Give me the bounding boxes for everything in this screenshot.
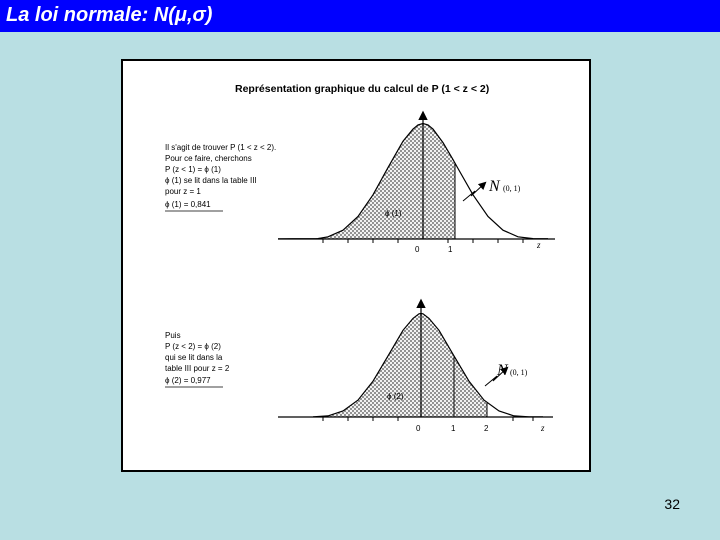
top-axis-ticks	[323, 239, 523, 243]
normal-distribution-figure	[123, 61, 589, 470]
bottom-curve-symbol: N	[497, 362, 508, 379]
top-note-line: Il s'agit de trouver P (1 < z < 2).	[165, 143, 277, 152]
bottom-axis-label: z	[541, 423, 545, 433]
bottom-note-line: table III pour z = 2	[165, 364, 230, 373]
top-note-line: P (z < 1) = ϕ (1)	[165, 165, 221, 174]
top-area-label: ϕ (1)	[385, 209, 402, 218]
bottom-note-line: Puis	[165, 331, 181, 340]
bottom-notes	[165, 331, 230, 387]
title-bar	[0, 0, 720, 32]
bottom-tick-label: 2	[484, 424, 489, 433]
bottom-panel	[165, 301, 553, 433]
top-axis-label: z	[537, 240, 541, 250]
bottom-tick-label: 0	[416, 424, 421, 433]
top-note-line: ϕ (1) = 0,841	[165, 200, 211, 209]
top-tick-label: 0	[415, 245, 420, 254]
top-curve-params: (0, 1)	[503, 184, 521, 193]
top-tick-label: 1	[448, 245, 453, 254]
figure-frame	[121, 59, 591, 472]
top-notes	[165, 143, 276, 211]
top-panel	[165, 113, 555, 254]
bottom-note-line: ϕ (2) = 0,977	[165, 376, 211, 385]
bottom-note-line: qui se lit dans la	[165, 353, 223, 362]
bottom-note-line: P (z < 2) = ϕ (2)	[165, 342, 221, 351]
page-number: 32	[664, 496, 680, 512]
top-note-line: Pour ce faire, cherchons	[165, 154, 252, 163]
top-shaded-area	[313, 124, 455, 240]
bottom-area-label: ϕ (2)	[387, 392, 404, 401]
top-curve-symbol: N	[489, 178, 500, 195]
slide-title: La loi normale: N(μ,σ)	[6, 4, 213, 26]
top-note-line: ϕ (1) se lit dans la table III	[165, 176, 257, 185]
figure-title: Représentation graphique du calcul de P (1 < z < 2)	[235, 83, 490, 95]
top-note-line: pour z = 1	[165, 187, 201, 196]
bottom-curve-params: (0, 1)	[510, 368, 528, 377]
top-curve-pointer	[463, 183, 485, 201]
bottom-tick-label: 1	[451, 424, 456, 433]
bottom-shaded-area	[328, 314, 487, 418]
